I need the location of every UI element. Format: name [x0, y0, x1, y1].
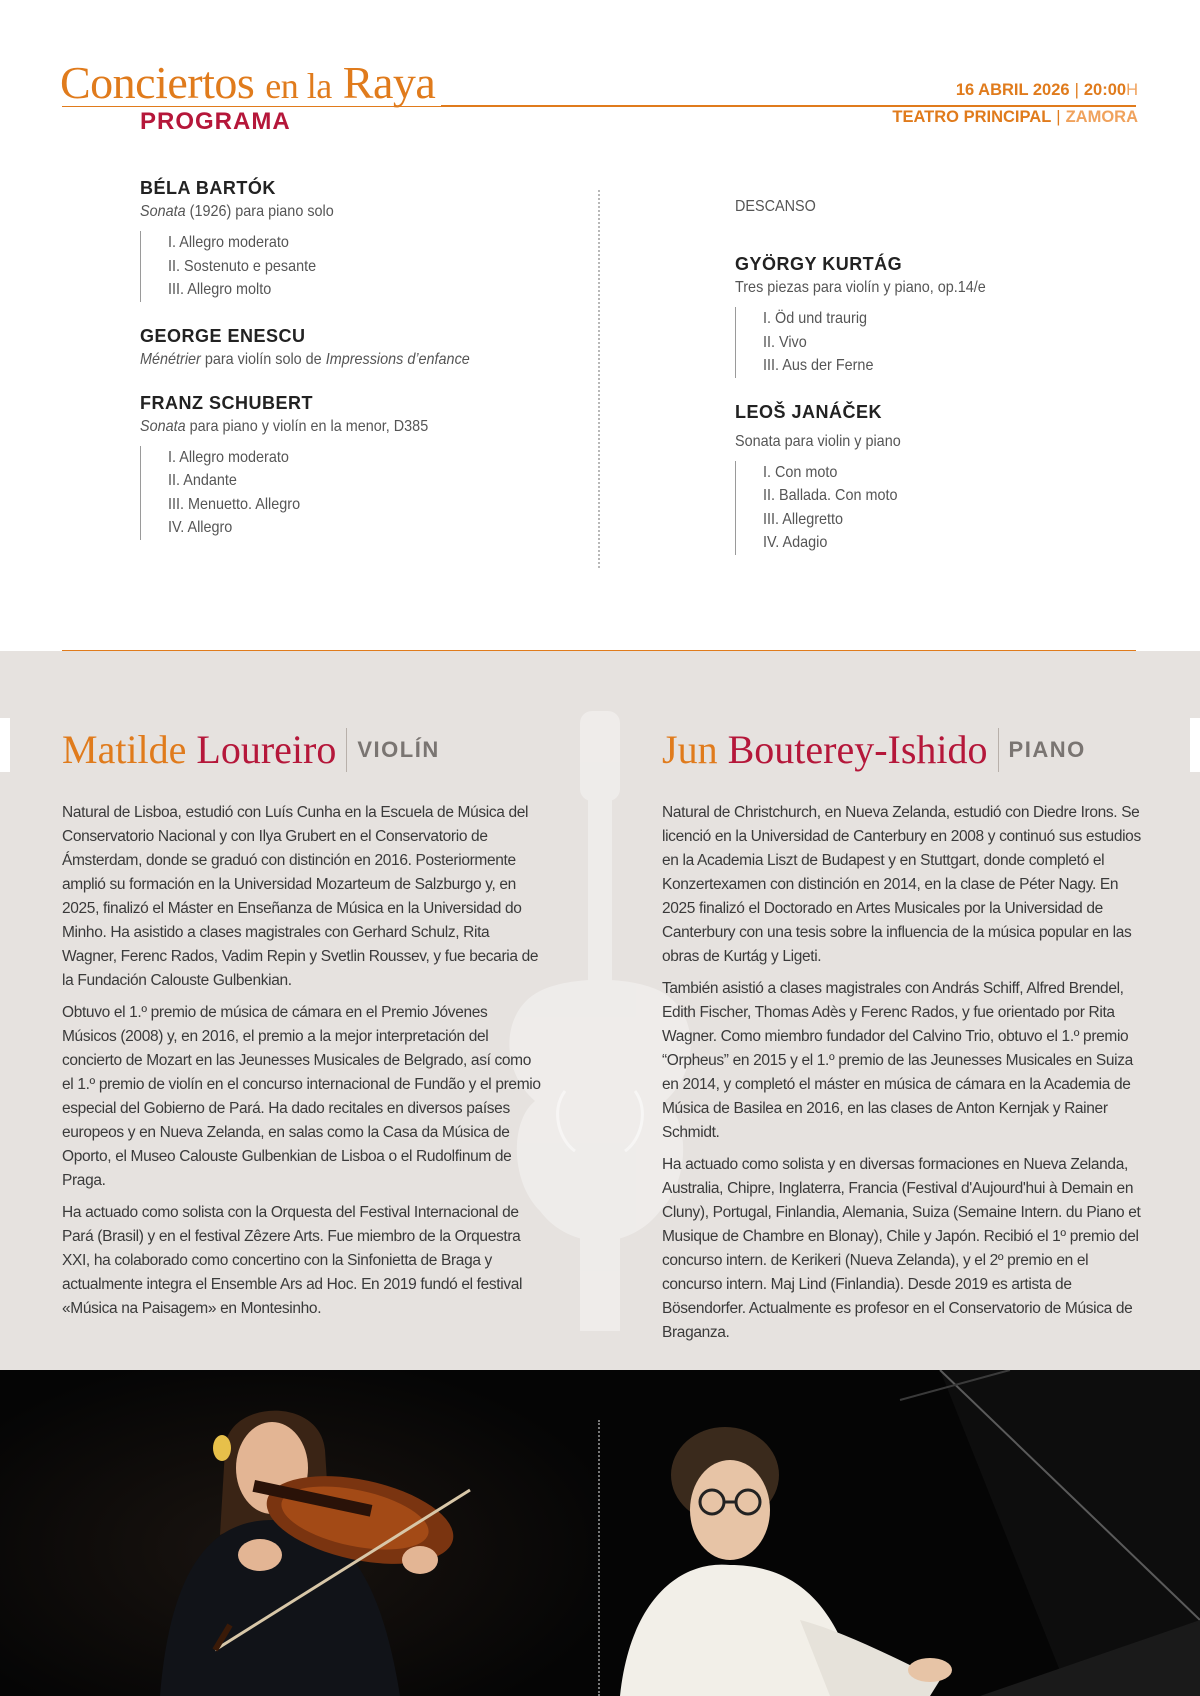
movement: III. Allegretto: [763, 510, 844, 528]
program-piece-enescu: [140, 326, 580, 369]
movement-list: [735, 461, 1155, 555]
bio-paragraph: Obtuvo el 1.º premio de música de cámara en el Premio Jóvenes Músicos (2008) y, en 2016, el premio a la mejor interpretación del concierto de Mozart en las Jeunesses Musicales de Belgrado, así como el 1.º premio de violín en el concurso internacional de Fundão y el premio especial del Gobierno de Pará. Ha dado recitales en diversos países europeos y en Nueva Zelanda, en salas como la Casa da Música de Oporto, el Museo Calouste Gulbenkian de Lisboa o el Rudolfinum de Praga.: [62, 1004, 541, 1189]
series-title-word-1: Conciertos: [60, 57, 255, 108]
composer-name: BÉLA BARTÓK: [140, 178, 276, 198]
program-column-left: [140, 178, 580, 564]
venue-separator: |: [1056, 107, 1061, 126]
name-separator: [998, 728, 999, 772]
event-info: [892, 82, 1138, 125]
violinist-photo: [0, 1370, 598, 1696]
program-piece-kurtag: [735, 254, 1155, 378]
artist-photos: [0, 1370, 1200, 1696]
work-title-italic-2: Impressions d’enfance: [325, 350, 470, 368]
date-separator: |: [1074, 81, 1079, 99]
composer-name: FRANZ SCHUBERT: [140, 392, 313, 413]
work-title-italic: Sonata: [140, 203, 186, 220]
composer-name: GEORGE ENESCU: [140, 325, 306, 346]
event-venue: TEATRO PRINCIPAL: [892, 107, 1052, 126]
program-piece-bartok: [140, 178, 580, 302]
bio-paragraph: Natural de Christchurch, en Nueva Zelanda, estudió con Diedre Irons. Se licenció en la Universidad de Canterbury en 2008 y continuó sus estudios en la Academia Liszt de Budapest y en Stuttgart, donde completó el Konzertexamen con distinción en 2014, en la clase de Péter Nagy. En 2025 finalizó el Doctorado en Artes Musicales por la Universidad de Canterbury con una tesis sobre la influencia de la música popular en las obras de Kurtág y Ligeti.: [662, 804, 1141, 965]
artist-heading: [662, 721, 1142, 779]
program-column-right: [735, 178, 1155, 579]
work-title-italic: Sonata: [140, 417, 186, 435]
composer-name: LEOŠ JANÁČEK: [735, 401, 883, 422]
program-piece-schubert: [140, 393, 580, 540]
work-title: [140, 203, 536, 221]
work-title-rest: para piano y violín en la menor, D385: [185, 417, 429, 435]
artist-bio-piano: [662, 721, 1142, 1353]
artist-bios-section: [0, 651, 1200, 1370]
intermission-label: DESCANSO: [735, 198, 816, 215]
event-time-suffix: H: [1126, 81, 1138, 99]
event-time: 20:00: [1083, 81, 1127, 99]
event-date-time: [892, 82, 1138, 99]
programa-label: PROGRAMA: [140, 108, 291, 135]
bio-paragraph: Ha actuado como solista con la Orquesta del Festival Internacional de Pará (Brasil) y en el festival Zêzere Arts. Fue miembro de la Orquestra XXI, ha colaborado como concertino con la Sinfonietta de Braga y actualmente integra el Ensemble Ars ad Hoc. En 2019 fundó el festival «Música na Paisagem» en Montesinho.: [62, 1204, 523, 1317]
name-separator: [346, 728, 347, 772]
work-title-rest: (1926) para piano solo: [185, 203, 334, 220]
movement: II. Ballada. Con moto: [763, 487, 898, 504]
artist-last-name: Loureiro: [196, 727, 337, 772]
work-title: Sonata para violin y piano: [735, 432, 901, 450]
artist-instrument: VIOLÍN: [357, 737, 440, 762]
movement: I. Öd und traurig: [763, 310, 868, 327]
series-title-word-2: en la: [265, 66, 332, 106]
artist-first-name: Matilde: [62, 727, 187, 772]
program-divider: [598, 190, 600, 568]
program-piece-janacek: [735, 402, 1155, 555]
side-tab-right: [1190, 718, 1200, 772]
movement: IV. Adagio: [763, 534, 828, 551]
artist-name: [662, 727, 988, 772]
work-title: [140, 351, 536, 369]
movement: I. Allegro moderato: [168, 448, 289, 466]
header: [0, 0, 1200, 160]
bio-text: [62, 801, 544, 1321]
artist-bio-violin: [62, 721, 544, 1329]
movement: III. Menuetto. Allegro: [168, 495, 301, 513]
movement-list: [140, 231, 580, 302]
artist-first-name: Jun: [662, 727, 718, 772]
series-title-word-3: Raya: [342, 57, 436, 108]
movement: III. Aus der Ferne: [763, 357, 874, 374]
bio-paragraph: Ha actuado como solista y en diversas formaciones en Nueva Zelanda, Australia, Chipre, Inglaterra, Francia (Festival d'Aujourd'hui à Demain en Cluny), Portugal, Finlandia, Alemania, Suiza (Semaine Intern. du Piano et Musique de Chambre en Blonay), Chile y Japón. Recibió el 1º premio del concurso intern. de Kerikeri (Nueva Zelanda), y el 2º premio en el concurso intern. Maj Lind (Finlandia). Desde 2019 es artista de Bösendorfer. Actualmente es profesor en el Conservatorio de Música de Braganza.: [662, 1156, 1141, 1341]
artist-instrument: PIANO: [1008, 737, 1086, 762]
movement-list: [735, 307, 1155, 378]
section-separator: [62, 650, 1136, 651]
composer-name: GYÖRGY KURTÁG: [735, 254, 903, 274]
bio-text: [662, 801, 1142, 1345]
event-city: ZAMORA: [1065, 107, 1138, 126]
movement: I. Allegro moderato: [168, 234, 289, 251]
work-title: Tres piezas para violín y piano, op.14/e: [735, 279, 986, 296]
movement: III. Allegro molto: [168, 281, 272, 298]
movement-list: [140, 446, 580, 540]
work-title: [140, 418, 536, 436]
pianist-photo: [600, 1370, 1200, 1696]
event-venue-line: [892, 109, 1138, 126]
artist-name: [62, 727, 337, 772]
work-title-rest: para violín solo de: [200, 350, 326, 368]
bio-paragraph: Natural de Lisboa, estudió con Luís Cunha en la Escuela de Música del Conservatorio Nacional y con Ilya Grubert en el Conservatorio de Ámsterdam, donde se graduó con distinción en 2016. Posteriormente amplió su formación en la Universidad Mozarteum de Salzburgo y, en 2025, finalizó el Máster en Enseñanza de Música en la Universidad do Minho. Ha asistido a clases magistrales con Gerhard Schulz, Rita Wagner, Ferenc Rados, Vadim Repin y Svetlin Roussev, y fue becaria de la Fundación Calouste Gulbenkian.: [62, 804, 539, 989]
movement: II. Vivo: [763, 333, 807, 351]
event-date: 16 ABRIL 2026: [955, 81, 1070, 99]
movement: IV. Allegro: [168, 519, 233, 536]
movement: II. Sostenuto e pesante: [168, 257, 317, 275]
movement: II. Andante: [168, 472, 237, 489]
bio-paragraph: También asistió a clases magistrales con András Schiff, Alfred Brendel, Edith Fischer, Thomas Adès y Ferenc Rados, y fue orientado por Rita Wagner. Como miembro fundador del Calvino Trio, obtuvo el 1.º premio “Orpheus” en 2015 y el 1.º premio de las Jeunesses Musicales en Suiza en 2014, y completó el máster en música de cámara en la Academia de Música de Basilea en 2016, en las clases de Anton Kernjak y Rainer Schmidt.: [662, 980, 1133, 1141]
artist-last-name: Bouterey-Ishido: [727, 727, 988, 772]
movement: I. Con moto: [763, 463, 838, 481]
series-title: [60, 57, 441, 108]
program-section: [0, 170, 1200, 580]
artist-heading: [62, 721, 544, 779]
side-tab-left: [0, 718, 10, 772]
work-title-italic: Ménétrier: [140, 350, 201, 368]
